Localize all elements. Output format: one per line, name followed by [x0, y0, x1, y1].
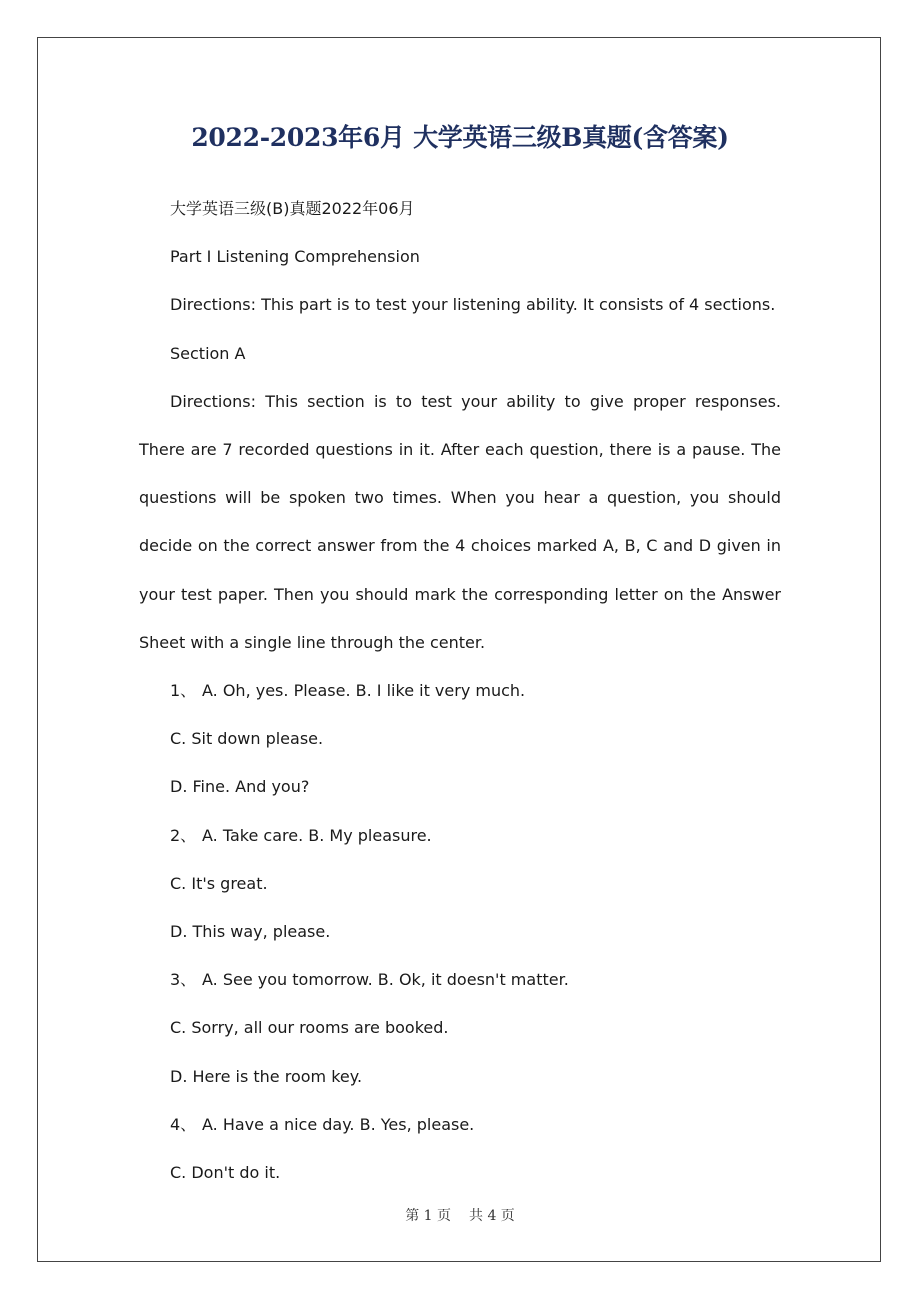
question-options-ab: A. Oh, yes. Please. B. I like it very much.: [202, 681, 526, 701]
question-number: 2、: [170, 825, 197, 845]
question-3-option-d: D. Here is the room key.: [170, 1066, 363, 1086]
question-4-option-c: C. Don't do it.: [170, 1163, 281, 1183]
question-1-option-d: D. Fine. And you?: [170, 777, 310, 797]
question-2-option-c: C. It's great.: [170, 873, 268, 893]
document-body: [139, 185, 781, 1197]
part-heading: Part Ⅰ Listening Comprehension: [170, 247, 420, 267]
part-directions: Directions: This part is to test your listening ability. It consists of 4 sections.: [170, 295, 776, 315]
question-number: 3、: [170, 970, 197, 990]
question-2-ab: [139, 812, 781, 860]
question-number: 4、: [170, 1114, 197, 1134]
question-options-ab: A. Take care. B. My pleasure.: [202, 825, 432, 845]
question-3-option-c: C. Sorry, all our rooms are booked.: [170, 1018, 449, 1038]
section-heading: Section A: [170, 343, 246, 363]
question-4-ab: [139, 1101, 781, 1149]
question-1-option-c: C. Sit down please.: [170, 729, 324, 749]
section-directions: Directions: This section is to test your ability to give proper responses. There are 7 recorded questions in it. After each question, there is a pause. The questions will be spoken two times. When you hear a question, you should decide on the correct answer from the 4 choices marked A, B, C and D given in your test paper. Then you should mark the corresponding letter on the Answer Sheet with a single line through the center.: [139, 391, 781, 652]
question-2-option-d: D. This way, please.: [170, 922, 331, 942]
question-options-ab: A. See you tomorrow. B. Ok, it doesn't matter.: [202, 970, 569, 990]
document-title: 2022-2023年6月 大学英语三级B真题(含答案): [191, 123, 729, 152]
question-3-ab: [139, 956, 781, 1004]
question-options-ab: A. Have a nice day. B. Yes, please.: [202, 1114, 475, 1134]
question-number: 1、: [170, 681, 197, 701]
page-footer: [37, 1205, 883, 1225]
page-total: 共 4 页: [469, 1208, 515, 1224]
page-number: 第 1 页: [405, 1208, 451, 1224]
exam-subtitle: 大学英语三级(B)真题2022年06月: [170, 199, 415, 218]
question-1-ab: [139, 667, 781, 715]
